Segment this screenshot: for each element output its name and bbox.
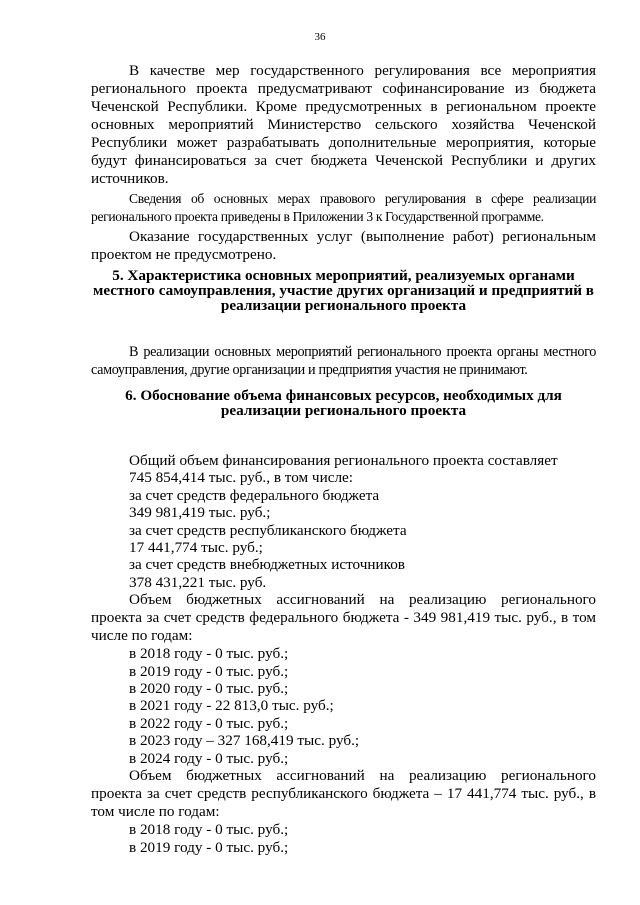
paragraph-state-services: Оказание государственных услуг (выполнение работ) региональным проектом не предусмотрено. <box>91 228 596 263</box>
federal-year-item: в 2018 году - 0 тыс. руб.; <box>129 645 289 663</box>
federal-year-item: в 2022 году - 0 тыс. руб.; <box>129 714 289 732</box>
top-paragraphs <box>91 62 596 264</box>
funding-summary <box>91 452 596 591</box>
federal-year-item: в 2021 году - 22 813,0 тыс. руб.; <box>129 697 334 715</box>
funding-line: 349 981,419 тыс. руб.; <box>129 504 271 522</box>
section-5-heading: 5. Характеристика основных мероприятий, реализуемых органами местного самоуправления, участие других организаций и предприятий в реализации регионального проекта <box>92 267 595 314</box>
funding-line: 745 854,414 тыс. руб., в том числе: <box>129 469 353 487</box>
federal-year-item: в 2019 году - 0 тыс. руб.; <box>129 662 289 680</box>
federal-budget-intro: Объем бюджетных ассигнований на реализацию регионального проекта за счет средств федерального бюджета - 349 981,419 тыс. руб., в том числе по годам: <box>91 591 596 645</box>
paragraph-legal-regulation: Сведения об основных мерах правового регулирования в сфере реализации регионального проекта приведены в Приложении 3 к Государственной программе. <box>91 191 596 224</box>
section-6-heading: 6. Обоснование объема финансовых ресурсов, необходимых для реализации регионального проекта <box>125 387 562 419</box>
federal-year-item: в 2024 году - 0 тыс. руб.; <box>129 749 289 767</box>
funding-line: Общий объем финансирования регионального проекта составляет <box>129 452 558 469</box>
funding-line: за счет средств внебюджетных источников <box>129 556 405 574</box>
funding-line: 378 431,221 тыс. руб. <box>129 573 267 591</box>
section-5-text: В реализации основных мероприятий регионального проекта органы местного самоуправления, другие организации и предприятия участия не принимают. <box>91 344 596 378</box>
republic-years-list <box>91 821 596 856</box>
section-6 <box>91 388 596 856</box>
funding-line: 17 441,774 тыс. руб.; <box>129 539 263 557</box>
page-number: 36 <box>314 31 326 43</box>
republic-year-item: в 2019 году - 0 тыс. руб.; <box>129 838 289 856</box>
republic-year-item: в 2018 году - 0 тыс. руб.; <box>129 821 289 839</box>
federal-years-list <box>91 645 596 767</box>
section-5 <box>91 268 596 379</box>
federal-year-item: в 2020 году - 0 тыс. руб.; <box>129 680 289 698</box>
funding-line: за счет средств федерального бюджета <box>129 486 380 504</box>
federal-year-item: в 2023 году – 327 168,419 тыс. руб.; <box>129 732 360 750</box>
republic-budget-intro: Объем бюджетных ассигнований на реализацию регионального проекта за счет средств республиканского бюджета – 17 441,774 тыс. руб., в том числе по годам: <box>91 767 596 821</box>
funding-line: за счет средств республиканского бюджета <box>129 521 407 539</box>
paragraph-state-regulation: В качестве мер государственного регулирования все мероприятия регионального проекта предусматривают софинансирование из бюджета Чеченской Республики. Кроме предусмотренных в региональном проекте основных мероприятий Министерство сельского хозяйства Чеченской Республики может разрабатывать дополнительные мероприятия, которые будут финансироваться за счет бюджета Чеченской Республики и других источников. <box>91 62 596 187</box>
